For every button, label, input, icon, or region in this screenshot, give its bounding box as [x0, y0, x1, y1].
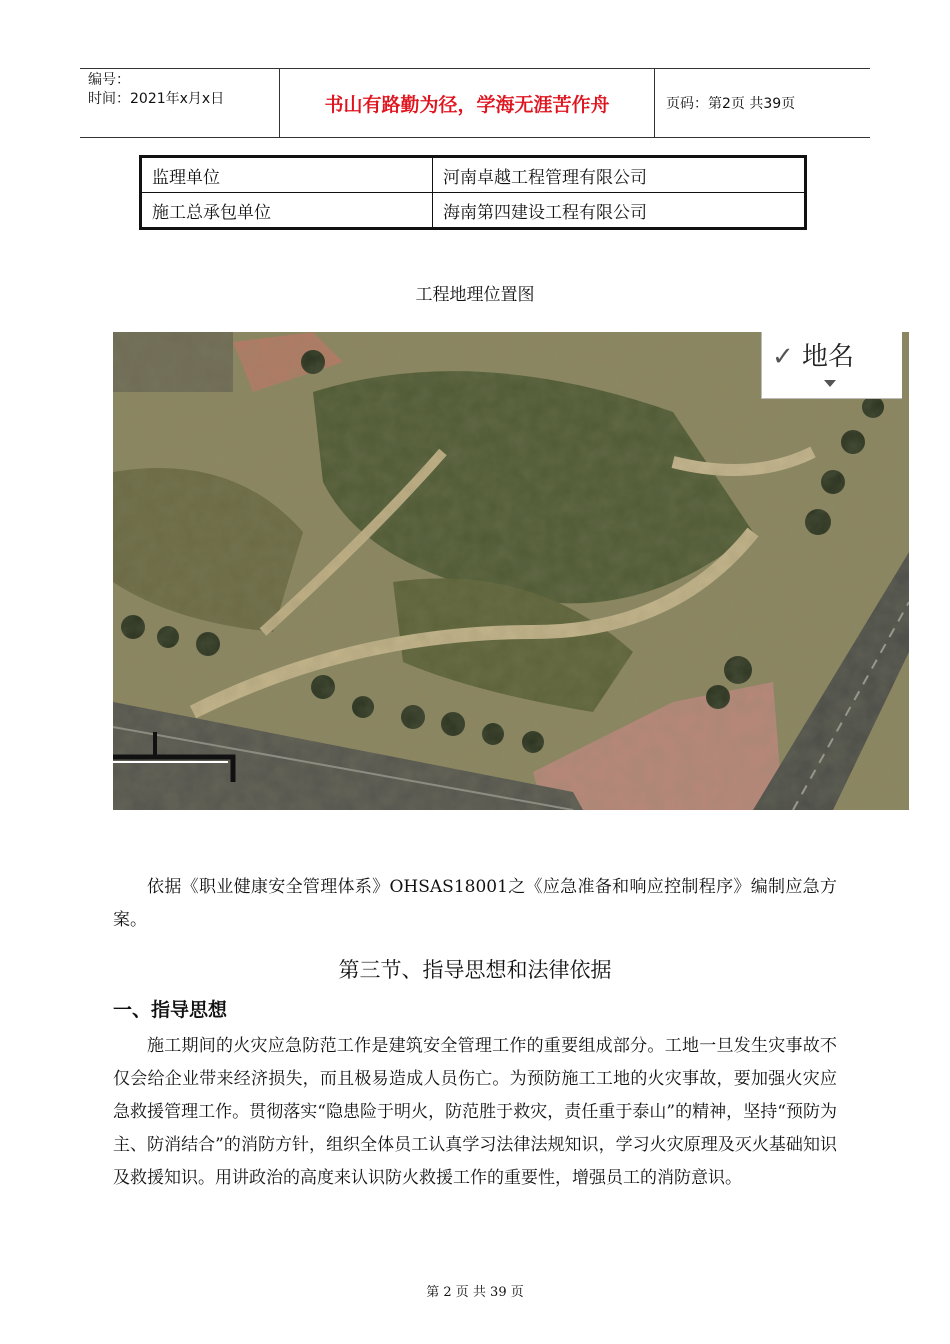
header-page-info: 页码：第2页 共39页: [666, 96, 796, 112]
header-motto: 书山有路勤为径，学海无涯苦作舟: [280, 69, 655, 137]
heading-1: 一、指导思想: [113, 999, 228, 1021]
check-icon: ✓: [772, 342, 794, 372]
body-paragraph-block: [113, 1030, 837, 1195]
page-header: [80, 68, 870, 138]
header-meta: [80, 69, 280, 137]
satellite-image: [113, 332, 909, 810]
table-cell-value: 海南第四建设工程有限公司: [433, 193, 806, 229]
table-row: [141, 157, 806, 193]
table-cell-key: 监理单位: [141, 157, 433, 193]
section-title: 第三节、指导思想和法律依据: [338, 958, 612, 982]
intro-paragraph-block: [113, 871, 837, 937]
body-paragraph: 施工期间的火灾应急防范工作是建筑安全管理工作的重要组成部分。工地一旦发生灾事故不仅会给企业带来经济损失，而且极易造成人员伤亡。为预防施工工地的火灾事故，要加强火灾应急救援管理工作。贯彻落实“隐患险于明火，防范胜于救灾，责任重于泰山”的精神，坚持“预防为主、防消结合”的消防方针，组织全体员工认真学习法律法规知识，学习火灾原理及灭火基础知识及救援知识。用讲政治的高度来认识防火救援工作的重要性，增强员工的消防意识。: [113, 1036, 837, 1188]
table-cell-value: 河南卓越工程管理有限公司: [433, 157, 806, 193]
map-caption: 工程地理位置图: [415, 285, 535, 305]
page-footer: 第 2 页 共 39 页: [426, 1285, 524, 1300]
doc-time: 时间：2021年x月x日: [88, 91, 225, 107]
layer-label: 地名: [802, 342, 855, 372]
satellite-map[interactable]: [113, 332, 909, 810]
table-row: [141, 193, 806, 229]
intro-paragraph: 依据《职业健康安全管理体系》OHSAS18001之《应急准备和响应控制程序》编制应急方案。: [113, 877, 837, 930]
doc-code: 编号：: [88, 72, 130, 88]
project-info-table: [139, 155, 807, 230]
table-cell-key: 施工总承包单位: [141, 193, 433, 229]
chevron-down-icon[interactable]: [824, 380, 836, 387]
map-layer-toggle[interactable]: [761, 332, 902, 399]
